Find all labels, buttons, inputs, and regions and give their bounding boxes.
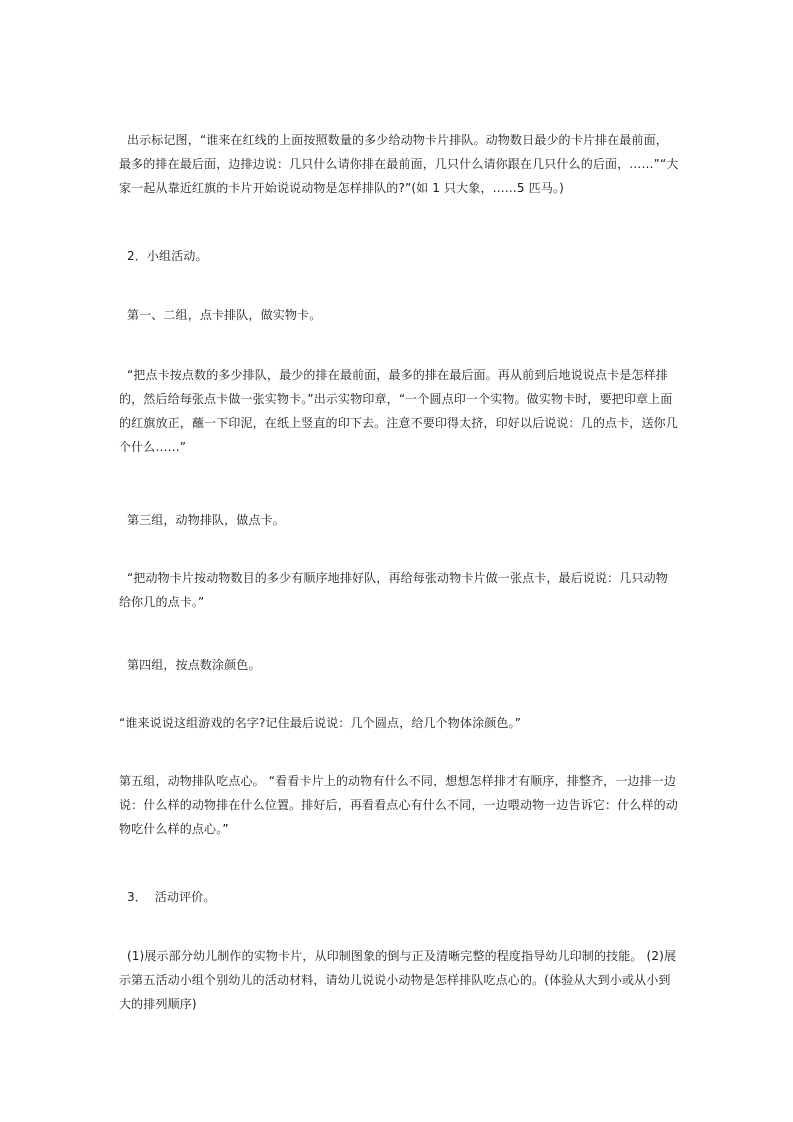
paragraph-group-5: 第五组，动物排队吃点心。 “看看卡片上的动物有什么不同，想想怎样排才有顺序，排整齐，一边排一边说：什么样的动物排在什么位置。排好后，再看看点心有什么不同，一边喂动物一边告诉它：什么样的动物吃什么样的点心。” (119, 774, 678, 836)
paragraph-group-1-2: 第一、二组，点卡排队，做实物卡。 (119, 308, 322, 322)
paragraph-group-4: 第四组，按点数涂颜色。 (119, 658, 261, 672)
paragraph-group-1-2-instructions: “把点卡按点数的多少排队，最少的排在最前面，最多的排在最后面。再从前到后地说说点卡是怎样排的，然后给每张点卡做一张实物卡。”出示实物印章，“一个圆点印一个实物。做实物卡时，要把印章上面的红旗放正，蘸一下印泥，在纸上竖直的印下去。注意不要印得太挤，印好以后说说：几的点卡，送你几个什么……” (119, 368, 678, 454)
paragraph-group-3-instructions: “把动物卡片按动物数目的多少有顺序地排好队，再给每张动物卡片做一张点卡，最后说说：几只动物给你几的点卡。” (119, 571, 668, 609)
paragraph-intro: 出示标记图，“谁来在红线的上面按照数量的多少给动物卡片排队。动物数日最少的卡片排在最前面，最多的排在最后面，边排边说：几只什么请你排在最前面，几只什么请你跟在几只什么的后面，……”“大家一起从靠近红旗的卡片开始说说动物是怎样排队的?”(如 1 只大象，……5 匹马。) (119, 133, 679, 195)
paragraph-section-2: 2．小组活动。 (119, 249, 208, 263)
paragraph-section-3: 3． 活动评价。 (119, 890, 216, 904)
paragraph-group-3: 第三组，动物排队，做点卡。 (119, 513, 285, 527)
paragraph-evaluation: (1)展示部分幼儿制作的实物卡片，从印制图象的倒与正及清晰完整的程度指导幼儿印制的技能。 (2)展示第五活动小组个别幼儿的活动材料，请幼儿说说小动物是怎样排队吃点心的。(体验从大到小或从小到大的排列顺序) (119, 949, 677, 1011)
paragraph-group-4-instructions: “谁来说说这组游戏的名字?记住最后说说：几个圆点，给几个物体涂颜色。” (119, 716, 522, 730)
